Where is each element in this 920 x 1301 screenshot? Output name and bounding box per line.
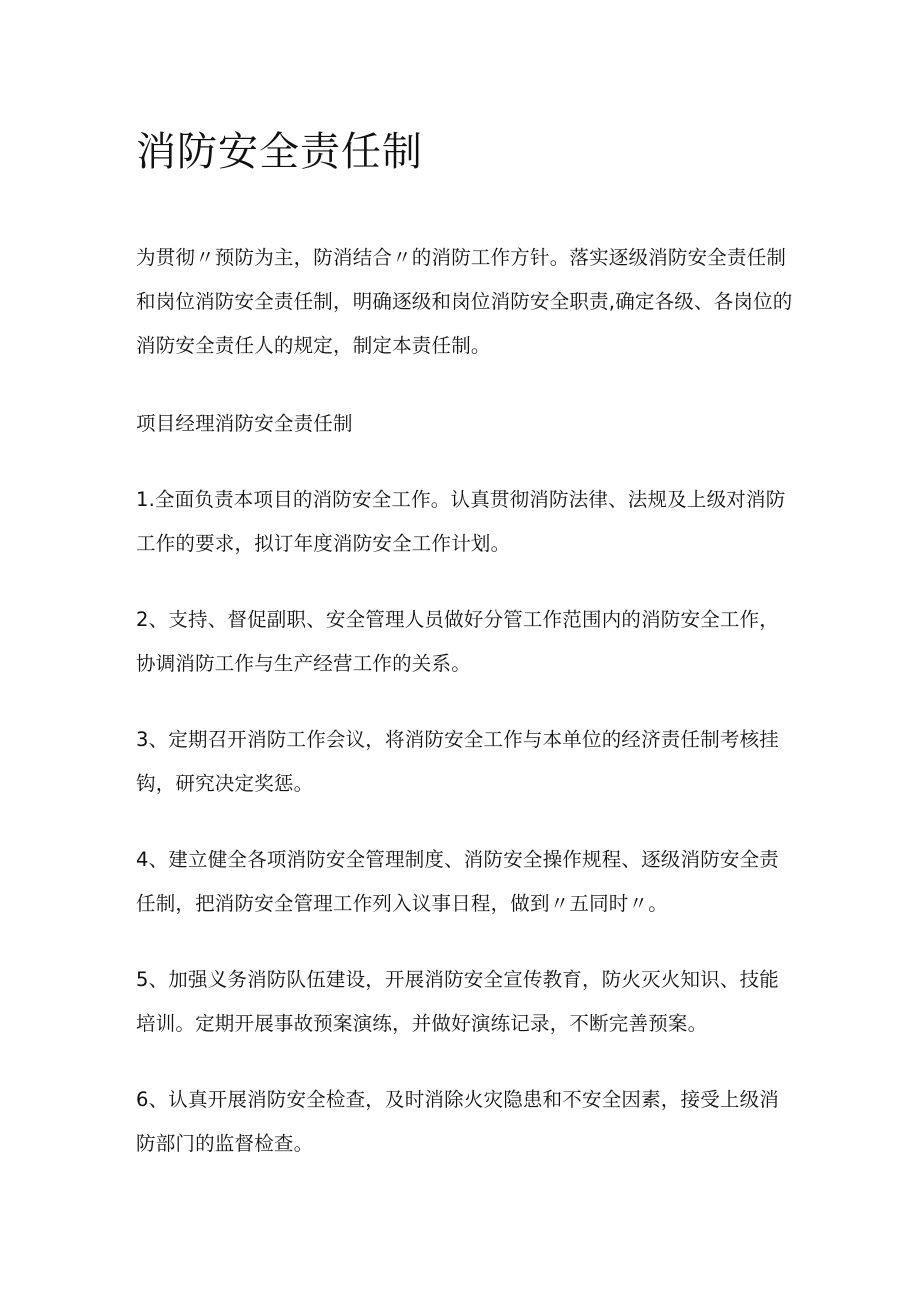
list-item-6: 6、认真开展消防安全检查，及时消除火灾隐患和不安全因素，接受上级消防部门的监督检查。	[136, 1088, 780, 1155]
document-title: 消防安全责任制	[136, 129, 423, 175]
section-heading: 项目经理消防安全责任制	[136, 412, 353, 435]
list-item-2: 2、支持、督促副职、安全管理人员做好分管工作范围内的消防安全工作，协调消防工作与生产经营工作的关系。	[136, 608, 780, 675]
intro-paragraph: 为贯彻〃预防为主，防消结合〃的消防工作方针。落实逐级消防安全责任制和岗位消防安全责任制，明确逐级和岗位消防安全职责,确定各级、各岗位的消防安全责任人的规定，制定本责任制。	[136, 246, 793, 357]
list-item-4: 4、建立健全各项消防安全管理制度、消防安全操作规程、逐级消防安全责任制，把消防安全管理工作列入议事日程，做到〃五同时〃。	[136, 848, 780, 915]
list-item-5: 5、加强义务消防队伍建设，开展消防安全宣传教育，防火灭火知识、技能培训。定期开展事故预案演练，并做好演练记录，不断完善预案。	[136, 968, 780, 1035]
list-item-1: 1.全面负责本项目的消防安全工作。认真贯彻消防法律、法规及上级对消防工作的要求，拟订年度消防安全工作计划。	[136, 488, 786, 555]
list-item-3: 3、定期召开消防工作会议，将消防安全工作与本单位的经济责任制考核挂钩，研究决定奖惩。	[136, 728, 780, 795]
